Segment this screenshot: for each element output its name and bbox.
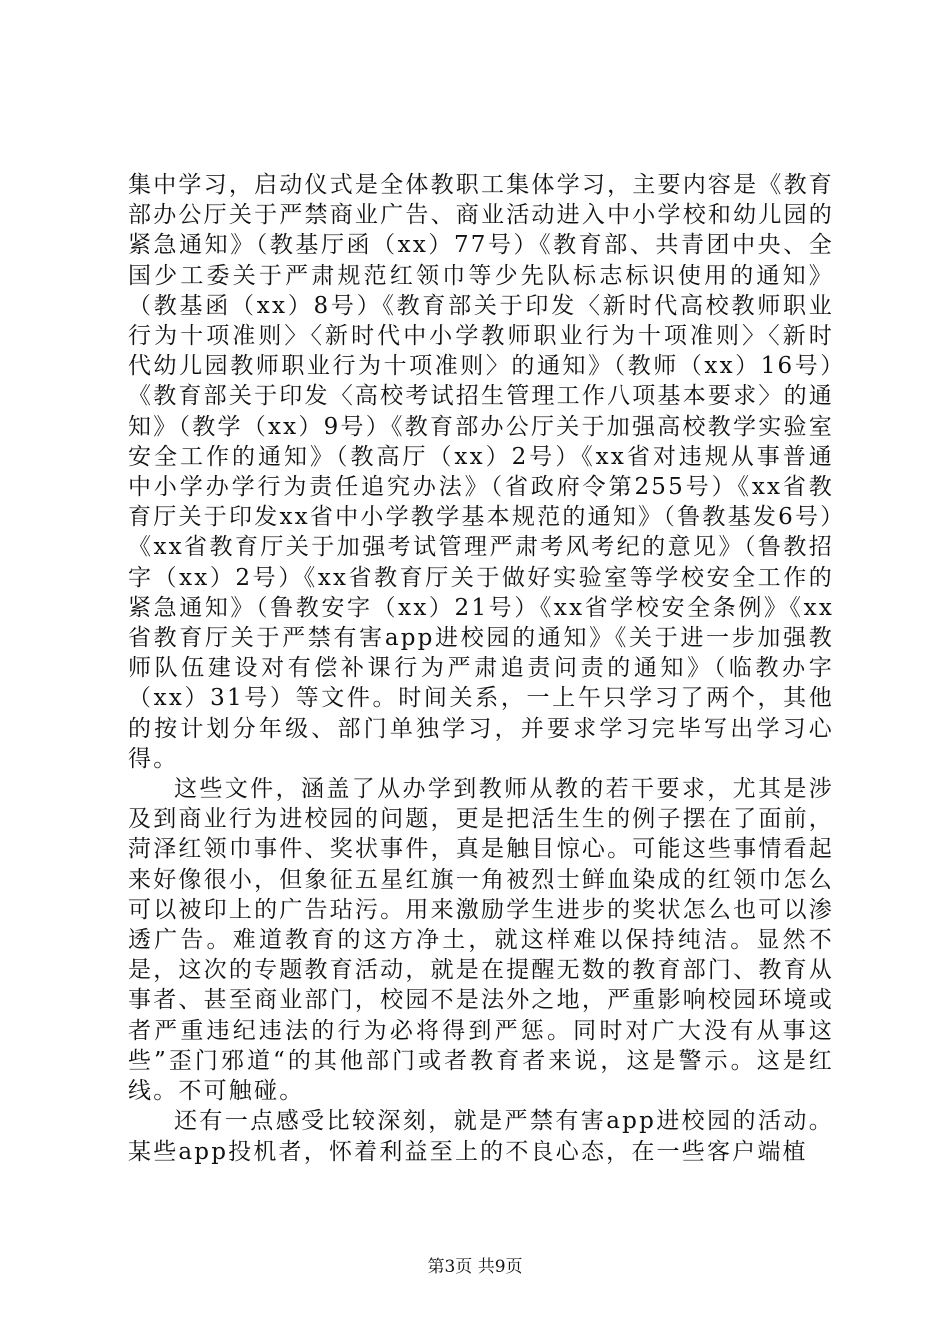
paragraph-3: 还有一点感受比较深刻，就是严禁有害app进校园的活动。某些app投机者，怀着利益至上的不良心态，在一些客户端植 bbox=[128, 1108, 834, 1165]
page-footer bbox=[0, 1252, 950, 1277]
body-text bbox=[128, 170, 834, 1167]
paragraph-2: 这些文件，涵盖了从办学到教师从教的若干要求，尤其是涉及到商业行为进校园的问题，更是把活生生的例子摆在了面前，菏泽红领巾事件、奖状事件，真是触目惊心。可能这些事情看起来好像很小，但象征五星红旗一角被烈士鲜血染成的红领巾怎么可以被印上的广告玷污。用来激励学生进步的奖状怎么也可以渗透广告。难道教育的这方净土，就这样难以保持纯洁。显然不是，这次的专题教育活动，就是在提醒无数的教育部门、教育从事者、甚至商业部门，校园不是法外之地，严重影响校园环境或者严重违纪违法的行为必将得到严惩。同时对广大没有从事这些”歪门邪道“的其他部门或者教育者来说，这是警示。这是红线。不可触碰。 bbox=[128, 776, 834, 1105]
paragraph-1: 集中学习，启动仪式是全体教职工集体学习，主要内容是《教育部办公厅关于严禁商业广告、商业活动进入中小学校和幼儿园的紧急通知》（教基厅函（xx）77号）《教育部、共青团中央、全国少工委关于严肃规范红领巾等少先队标志标识使用的通知》（教基函（xx）8号）《教育部关于印发〈新时代高校教师职业行为十项准则〉〈新时代中小学教师职业行为十项准则〉〈新时代幼儿园教师职业行为十项准则〉的通知》（教师（xx）16号）《教育部关于印发〈高校考试招生管理工作八项基本要求〉的通知》（教学（xx）9号）《教育部办公厅关于加强高校教学实验室安全工作的通知》（教高厅（xx）2号）《xx省对违规从事普通中小学办学行为责任追究办法》（省政府令第255号）《xx省教育厅关于印发xx省中小学教学基本规范的通知》（鲁教基发6号）《xx省教育厅关于加强考试管理严肃考风考纪的意见》（鲁教招字（xx）2号）《xx省教育厅关于做好实验室等学校安全工作的紧急通知》（鲁教安字（xx）21号）《xx省学校安全条例》《xx省教育厅关于严禁有害app进校园的通知》《关于进一步加强教师队伍建设对有偿补课行为严肃追责问责的通知》（临教办字（xx）31号）等文件。时间关系，一上午只学习了两个，其他的按计划分年级、部门单独学习，并要求学习完毕写出学习心得。 bbox=[128, 172, 834, 772]
page-number: 第3页 共9页 bbox=[427, 1257, 523, 1277]
